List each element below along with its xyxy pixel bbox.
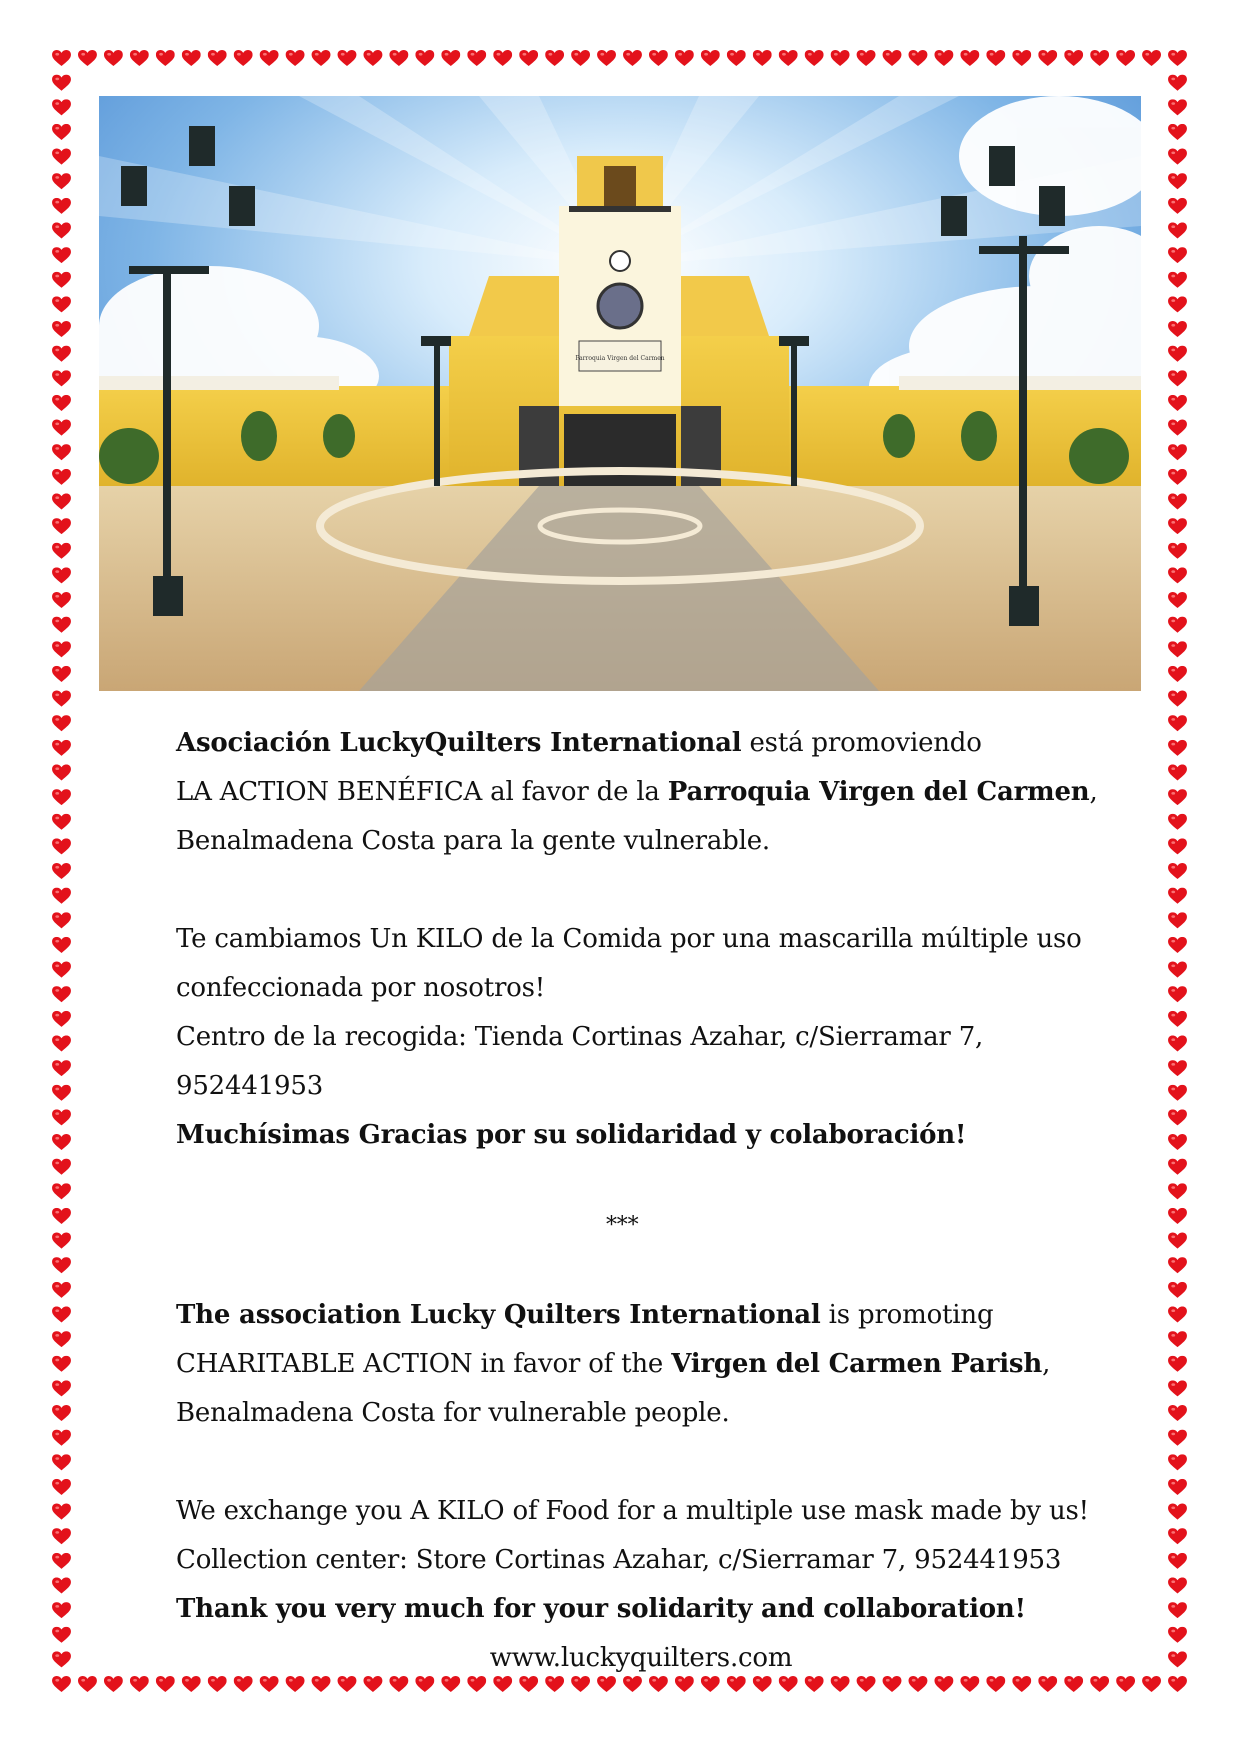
heart-icon — [1168, 493, 1187, 509]
heart-icon — [52, 247, 71, 263]
heart-icon — [52, 124, 71, 140]
english-line-2-pre: CHARITABLE ACTION in favor of the — [176, 1349, 672, 1379]
heart-icon — [52, 986, 71, 1002]
heart-icon — [1168, 1109, 1187, 1125]
heart-icon — [52, 764, 71, 780]
heart-icon — [52, 962, 71, 978]
heart-icon — [52, 50, 71, 66]
heart-icon — [52, 370, 71, 386]
heart-icon — [779, 50, 798, 66]
heart-icon — [52, 346, 71, 362]
heart-icon — [1168, 1208, 1187, 1224]
photo-sign-text: Parroquia Virgen del Carmen — [575, 355, 665, 362]
heart-icon — [1168, 888, 1187, 904]
heart-icon — [1168, 691, 1187, 707]
heart-icon — [1168, 420, 1187, 436]
heart-icon — [1168, 124, 1187, 140]
heart-icon — [883, 50, 902, 66]
spanish-line-1-rest: está promoviendo — [741, 728, 982, 758]
heart-icon — [104, 1676, 123, 1692]
heart-icon — [1168, 937, 1187, 953]
heart-icon — [52, 617, 71, 633]
english-parish: Virgen del Carmen Parish — [671, 1349, 1043, 1379]
heart-icon — [1168, 370, 1187, 386]
heart-icon — [363, 50, 382, 66]
heart-icon — [753, 50, 772, 66]
english-line-1-rest: is promoting — [820, 1300, 994, 1330]
heart-icon — [1168, 1060, 1187, 1076]
heart-icon — [545, 50, 564, 66]
spanish-thanks — [176, 1111, 1136, 1160]
heart-icon — [52, 1627, 71, 1643]
heart-icon — [1168, 1282, 1187, 1298]
heart-icon — [1168, 444, 1187, 460]
heart-icon — [52, 296, 71, 312]
heart-icon — [1012, 50, 1031, 66]
heart-icon — [52, 272, 71, 288]
heart-icon — [52, 198, 71, 214]
spanish-thanks-text: Muchísimas Gracias por su solidaridad y colaboración! — [176, 1120, 967, 1150]
heart-icon — [701, 50, 720, 66]
english-line-4: We exchange you A KILO of Food for a multiple use mask made by us! — [176, 1496, 1089, 1526]
heart-icon — [415, 50, 434, 66]
heart-icon — [52, 1356, 71, 1372]
heart-icon — [1168, 1504, 1187, 1520]
spanish-line-6: Centro de la recogida: Tienda Cortinas Azahar, c/Sierramar 7, 952441953 — [176, 1022, 984, 1101]
heart-icon — [52, 75, 71, 91]
heart-icon — [52, 1159, 71, 1175]
heart-icon — [52, 99, 71, 115]
heart-icon — [52, 1430, 71, 1446]
spanish-line-4: Te cambiamos Un KILO de la Comida por una mascarilla múltiple uso — [176, 924, 1082, 954]
heart-icon — [1168, 1553, 1187, 1569]
heart-icon — [1168, 1602, 1187, 1618]
heart-icon — [52, 1011, 71, 1027]
heart-icon — [1168, 1651, 1187, 1667]
heart-icon — [934, 50, 953, 66]
heart-icon — [1168, 814, 1187, 830]
heart-icon — [831, 50, 850, 66]
heart-icon — [1168, 99, 1187, 115]
heart-icon — [1168, 617, 1187, 633]
heart-icon — [1168, 1233, 1187, 1249]
heart-icon — [1168, 592, 1187, 608]
heart-icon — [52, 444, 71, 460]
heart-icon — [1168, 1577, 1187, 1593]
heart-icon — [519, 50, 538, 66]
heart-icon — [1168, 789, 1187, 805]
heart-icon — [1168, 50, 1187, 66]
heart-icon — [1168, 321, 1187, 337]
heart-icon — [1168, 1528, 1187, 1544]
heart-icon — [130, 1676, 149, 1692]
heart-icon — [1064, 50, 1083, 66]
heart-icon — [312, 50, 331, 66]
spanish-line-2 — [176, 768, 1136, 817]
heart-icon — [1168, 1257, 1187, 1273]
heart-icon — [52, 641, 71, 657]
heart-icon — [1168, 1011, 1187, 1027]
heart-icon — [208, 50, 227, 66]
heart-icon — [1168, 1159, 1187, 1175]
heart-icon — [960, 50, 979, 66]
heart-icon — [52, 1035, 71, 1051]
flyer-text — [176, 719, 1136, 1683]
heart-icon — [52, 1380, 71, 1396]
heart-icon — [649, 50, 668, 66]
heart-icon — [52, 173, 71, 189]
heart-icon — [467, 50, 486, 66]
heart-icon — [52, 937, 71, 953]
heart-icon — [52, 863, 71, 879]
heart-icon — [1168, 1627, 1187, 1643]
heart-icon — [1168, 543, 1187, 559]
spanish-parish: Parroquia Virgen del Carmen — [667, 777, 1090, 807]
heart-icon — [1168, 641, 1187, 657]
heart-icon — [52, 1602, 71, 1618]
heart-icon — [104, 50, 123, 66]
heart-icon — [52, 1183, 71, 1199]
heart-icon — [1168, 962, 1187, 978]
heart-icon — [1168, 715, 1187, 731]
heart-icon — [1168, 198, 1187, 214]
heart-icon — [182, 50, 201, 66]
heart-icon — [338, 50, 357, 66]
heart-icon — [156, 50, 175, 66]
heart-icon — [1168, 838, 1187, 854]
heart-icon — [52, 1085, 71, 1101]
spanish-line-5: confeccionada por nosotros! — [176, 973, 546, 1003]
heart-icon — [130, 50, 149, 66]
heart-icon — [1168, 1306, 1187, 1322]
heart-icon — [52, 1208, 71, 1224]
heart-icon — [52, 838, 71, 854]
heart-icon — [1168, 986, 1187, 1002]
spanish-line-1 — [176, 719, 1136, 768]
english-line-3: Benalmadena Costa for vulnerable people. — [176, 1398, 730, 1428]
heart-icon — [1142, 50, 1161, 66]
heart-icon — [78, 50, 97, 66]
heart-icon — [1168, 912, 1187, 928]
heart-icon — [234, 50, 253, 66]
english-line-2 — [176, 1340, 1136, 1389]
heart-icon — [52, 888, 71, 904]
heart-icon — [1168, 173, 1187, 189]
heart-icon — [1168, 469, 1187, 485]
heart-icon — [52, 1233, 71, 1249]
heart-icon — [1168, 1454, 1187, 1470]
heart-icon — [156, 1676, 175, 1692]
spanish-line-2-post: , — [1089, 777, 1098, 807]
heart-icon — [1168, 272, 1187, 288]
heart-icon — [52, 814, 71, 830]
heart-icon — [1168, 518, 1187, 534]
heart-icon — [52, 567, 71, 583]
heart-icon — [1168, 764, 1187, 780]
heart-icon — [52, 592, 71, 608]
heart-icon — [52, 1676, 71, 1692]
heart-icon — [986, 50, 1005, 66]
heart-icon — [52, 1405, 71, 1421]
heart-icon — [78, 1676, 97, 1692]
heart-icon — [1168, 1035, 1187, 1051]
heart-icon — [1168, 567, 1187, 583]
heart-icon — [52, 1306, 71, 1322]
heart-icon — [727, 50, 746, 66]
english-line-2-post: , — [1042, 1349, 1051, 1379]
heart-icon — [52, 420, 71, 436]
english-thanks — [176, 1585, 1136, 1634]
heart-icon — [1168, 1479, 1187, 1495]
heart-icon — [52, 912, 71, 928]
heart-icon — [1090, 50, 1109, 66]
heart-icon — [1116, 50, 1135, 66]
heart-icon — [805, 50, 824, 66]
english-thanks-text: Thank you very much for your solidarity and collaboration! — [176, 1594, 1026, 1624]
heart-icon — [52, 1528, 71, 1544]
heart-icon — [1168, 296, 1187, 312]
heart-icon — [52, 715, 71, 731]
heart-icon — [52, 789, 71, 805]
heart-icon — [1168, 1430, 1187, 1446]
heart-icon — [1168, 75, 1187, 91]
heart-icon — [493, 50, 512, 66]
heart-icon — [1168, 149, 1187, 165]
heart-icon — [52, 1479, 71, 1495]
heart-icon — [1168, 666, 1187, 682]
english-line-5: Collection center: Store Cortinas Azahar, c/Sierramar 7, 952441953 — [176, 1545, 1062, 1575]
church-photo — [99, 96, 1141, 691]
heart-icon — [1168, 346, 1187, 362]
heart-icon — [52, 543, 71, 559]
heart-icon — [1168, 1085, 1187, 1101]
heart-icon — [1168, 1134, 1187, 1150]
heart-icon — [1168, 1380, 1187, 1396]
heart-icon — [52, 493, 71, 509]
heart-icon — [52, 691, 71, 707]
heart-icon — [52, 1577, 71, 1593]
heart-icon — [52, 666, 71, 682]
heart-icon — [1168, 1331, 1187, 1347]
heart-icon — [260, 50, 279, 66]
heart-icon — [1168, 222, 1187, 238]
heart-icon — [52, 1651, 71, 1667]
heart-icon — [52, 1257, 71, 1273]
heart-icon — [1168, 1676, 1187, 1692]
heart-icon — [52, 149, 71, 165]
heart-icon — [52, 222, 71, 238]
heart-icon — [1168, 1356, 1187, 1372]
heart-icon — [857, 50, 876, 66]
heart-icon — [1142, 1676, 1161, 1692]
english-org: The association Lucky Quilters International — [176, 1300, 821, 1330]
heart-icon — [1168, 247, 1187, 263]
separator: *** — [606, 1213, 639, 1238]
heart-icon — [1168, 740, 1187, 756]
heart-icon — [52, 740, 71, 756]
heart-icon — [1168, 395, 1187, 411]
heart-icon — [52, 1454, 71, 1470]
heart-icon — [1168, 1405, 1187, 1421]
spanish-line-3: Benalmadena Costa para la gente vulnerable. — [176, 826, 770, 856]
heart-icon — [909, 50, 928, 66]
heart-icon — [52, 1553, 71, 1569]
heart-icon — [52, 1060, 71, 1076]
heart-icon — [52, 1331, 71, 1347]
heart-icon — [52, 395, 71, 411]
website-link[interactable]: www.luckyquilters.com — [489, 1643, 793, 1673]
heart-icon — [286, 50, 305, 66]
english-line-1 — [176, 1291, 1136, 1340]
heart-icon — [52, 321, 71, 337]
heart-icon — [52, 469, 71, 485]
heart-icon — [1168, 1183, 1187, 1199]
heart-icon — [1168, 863, 1187, 879]
heart-icon — [52, 518, 71, 534]
heart-icon — [52, 1109, 71, 1125]
heart-icon — [1038, 50, 1057, 66]
heart-icon — [571, 50, 590, 66]
heart-icon — [441, 50, 460, 66]
heart-icon — [623, 50, 642, 66]
spanish-line-2-pre: LA ACTION BENÉFICA al favor de la — [176, 777, 668, 807]
spanish-org: Asociación LuckyQuilters International — [176, 728, 742, 758]
heart-icon — [52, 1504, 71, 1520]
heart-icon — [597, 50, 616, 66]
heart-icon — [675, 50, 694, 66]
heart-icon — [52, 1282, 71, 1298]
heart-icon — [52, 1134, 71, 1150]
heart-icon — [389, 50, 408, 66]
